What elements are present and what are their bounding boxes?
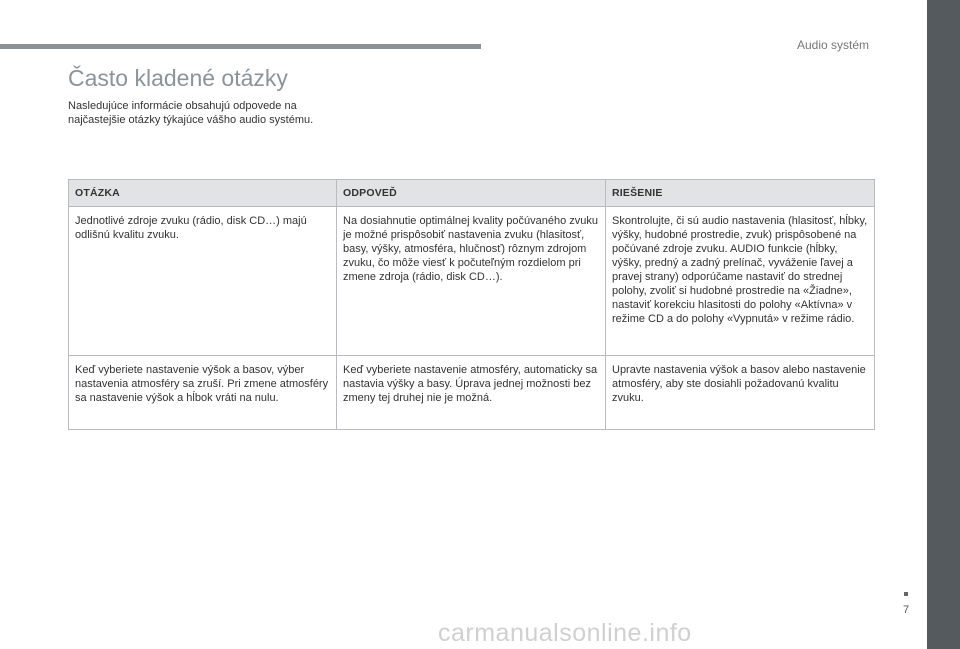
watermark: carmanualsonline.info [438,619,692,647]
answer-cell: Keď vyberiete nastavenie atmosféry, automaticky sa nastavia výšky a basy. Úprava jednej možnosti bez zmeny tej druhej nie je možná. [337,356,606,430]
table-header-row [69,180,875,207]
side-tab-bar [927,0,960,649]
question-cell: Keď vyberiete nastavenie výšok a basov, výber nastavenia atmosféry sa zruší. Pri zmene atmosféry sa nastavenie výšok a hĺbok vráti na nulu. [69,356,337,430]
page-marker [904,592,908,596]
solution-cell: Upravte nastavenia výšok a basov alebo nastavenie atmosféry, aby ste dosiahli požadovanú kvalitu zvuku. [606,356,875,430]
page-title: Často kladené otázky [68,65,288,91]
table-row [69,356,875,430]
faq-table [68,179,875,430]
intro-paragraph: Nasledujúce informácie obsahujú odpovede na najčastejšie otázky týkajúce vášho audio systému. [68,100,314,126]
section-title: Audio systém [797,38,870,52]
question-cell: Jednotlivé zdroje zvuku (rádio, disk CD…) majú odlišnú kvalitu zvuku. [69,207,337,356]
column-header-answer: ODPOVEĎ [337,180,606,207]
solution-cell: Skontrolujte, či sú audio nastavenia (hlasitosť, hĺbky, výšky, hudobné prostredie, zvuk) prispôsobené na počúvané zdroje zvuku. AUDIO funkcie (hĺbky, výšky, predný a zadný prelínač, vyváženie ľavej a pravej strany) odporúčame nastaviť do strednej polohy, zvoliť si hudobné prostredie na «Žiadne», nastaviť korekciu hlasitosti do polohy «Aktívna» v režime CD a do polohy «Vypnutá» v režime rádio. [606,207,875,356]
page-number: 7 [903,604,910,616]
answer-cell: Na dosiahnutie optimálnej kvality počúvaného zvuku je možné prispôsobiť nastavenia zvuku (hlasitosť, basy, výšky, atmosféra, hlučnosť) rôznym zdrojom zvuku, čo môže viesť k počuteľným rozdielom pri zmene zdroja (rádio, disk CD…). [337,207,606,356]
column-header-question: OTÁZKA [69,180,337,207]
table-row [69,207,875,356]
column-header-solution: RIEŠENIE [606,180,875,207]
top-divider [0,44,481,49]
